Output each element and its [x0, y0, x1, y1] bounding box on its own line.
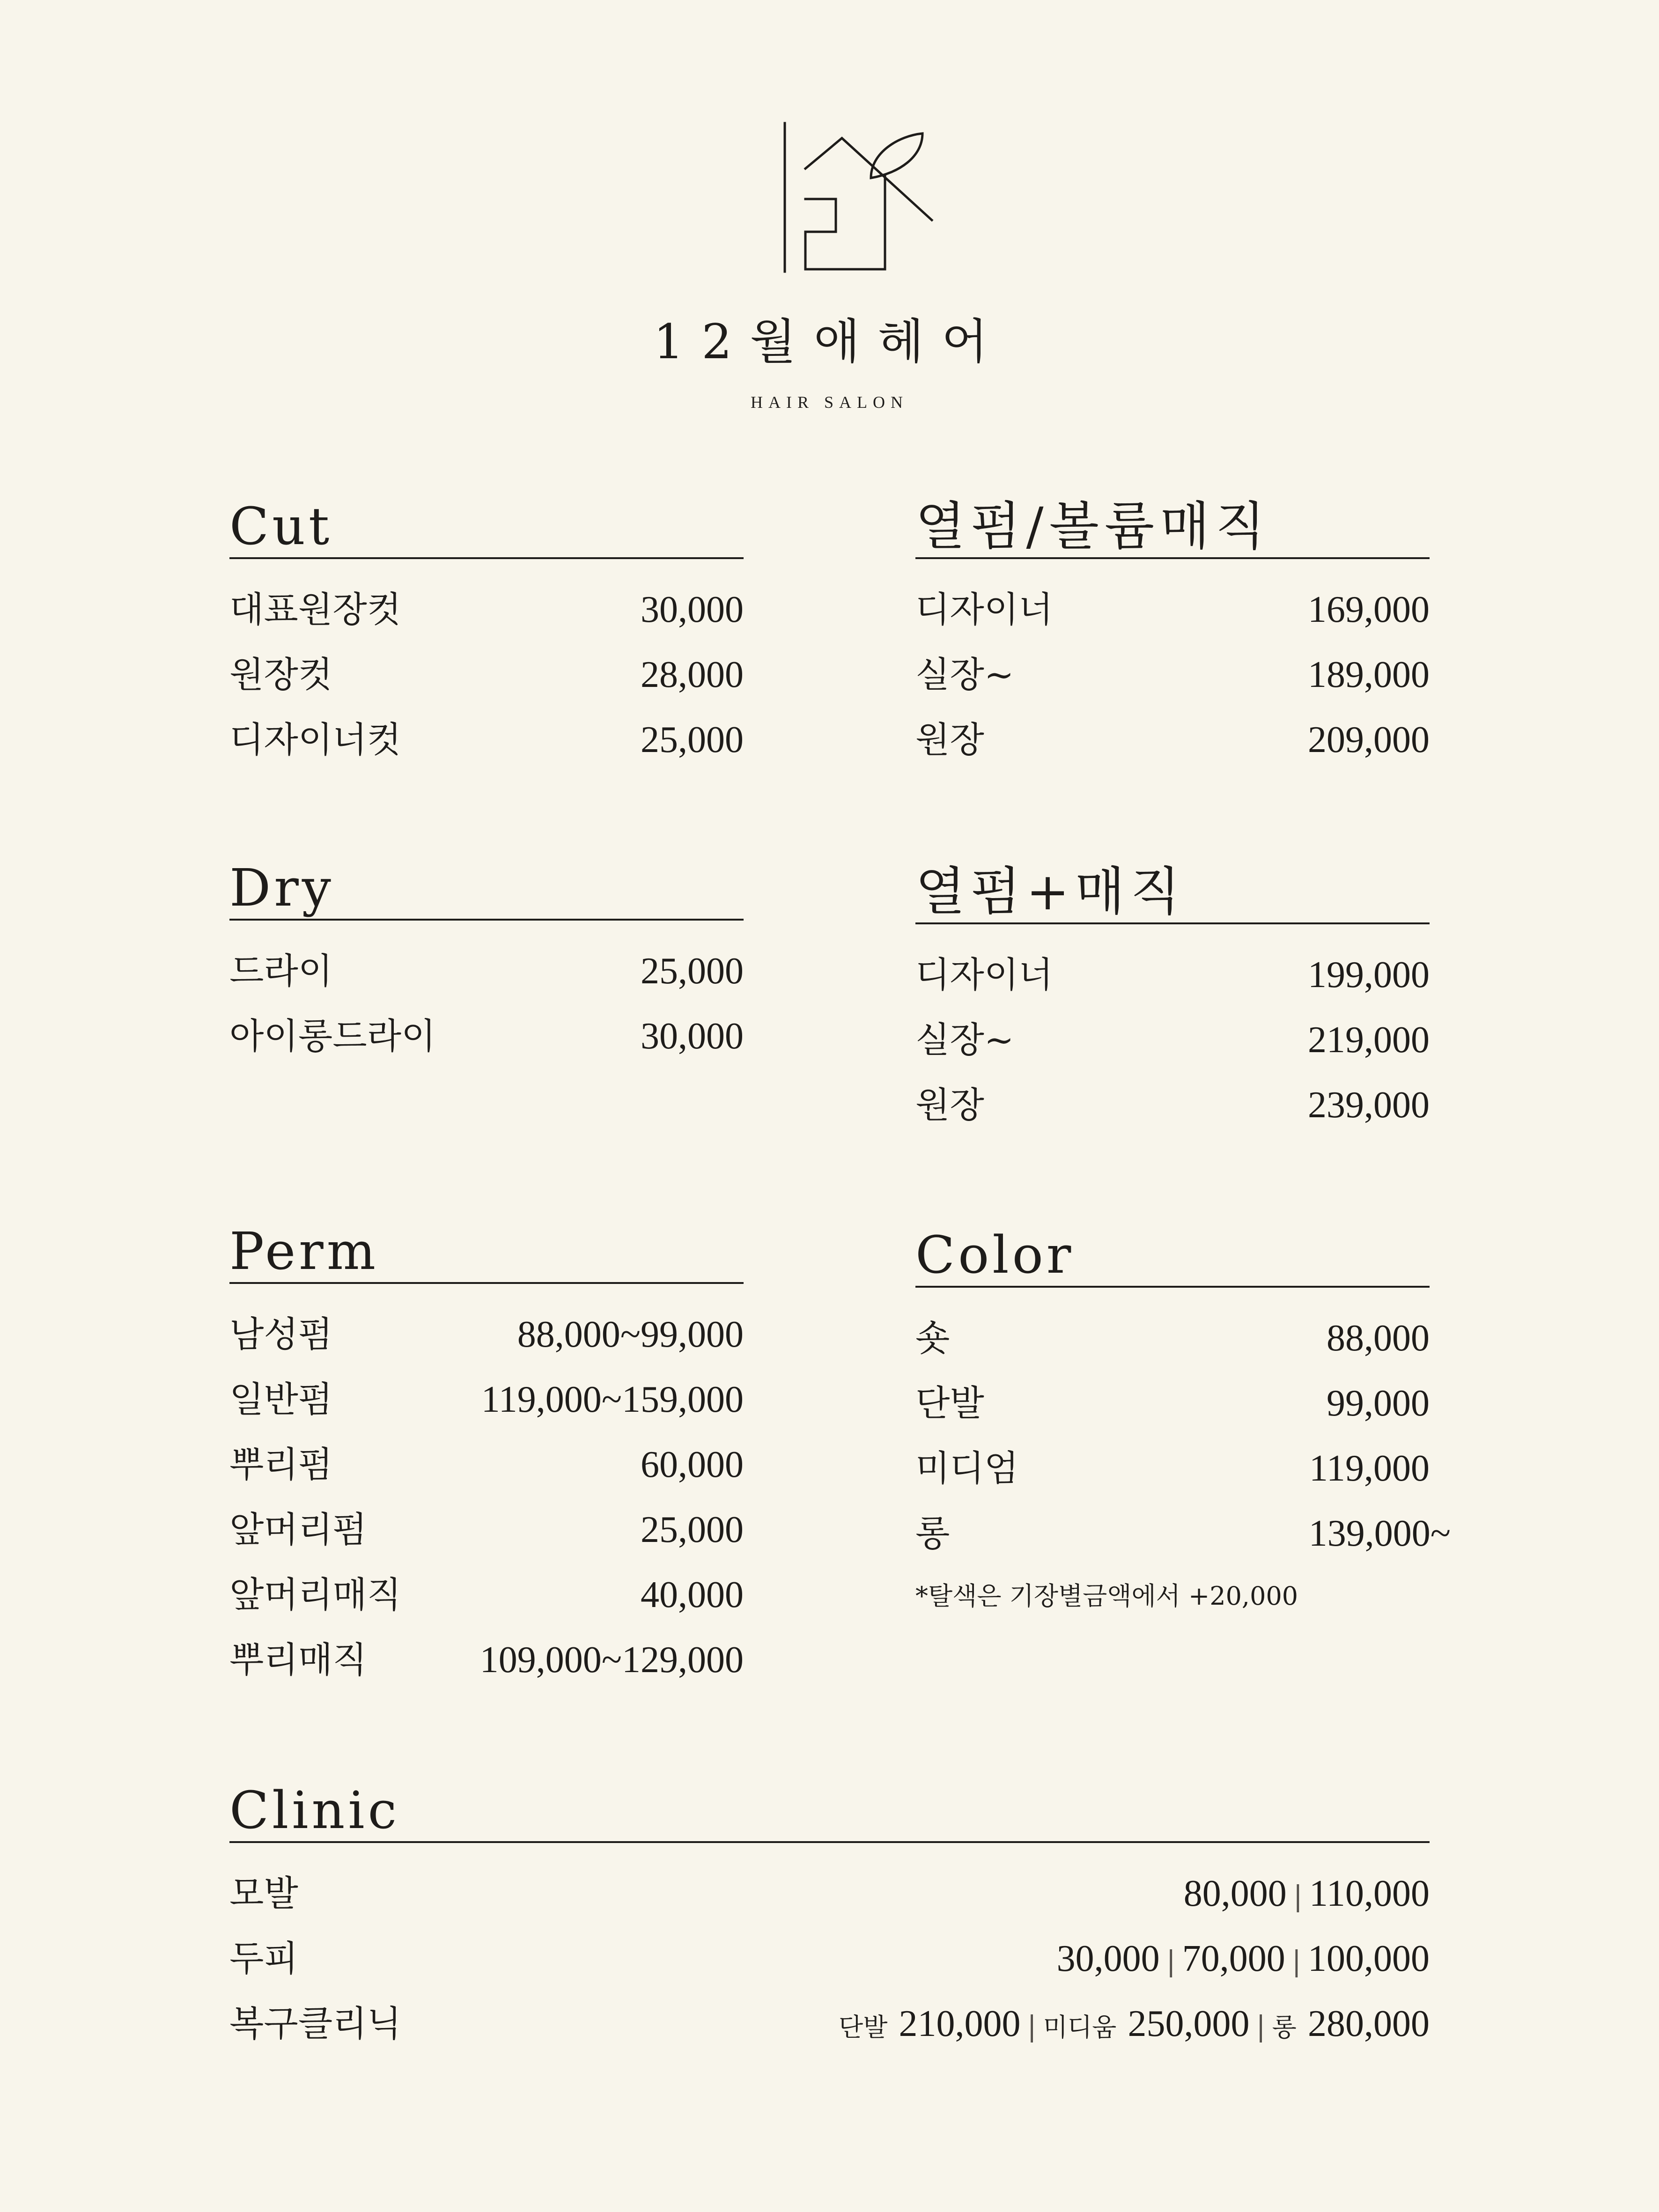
perm-section: [229, 1220, 744, 1692]
length-label: 미디움: [1043, 2013, 1117, 2042]
service-name: 남성펌: [229, 1313, 333, 1355]
list-item: [229, 1861, 1430, 1926]
service-price: [1057, 1926, 1430, 1994]
salon-name: 12월애헤어: [653, 314, 1006, 370]
price-value: 30,000: [1056, 1938, 1160, 1979]
service-price: 239,000: [1308, 1084, 1430, 1126]
length-label: 롱: [1272, 2013, 1297, 2042]
section-title: 열펌+매직: [915, 861, 1430, 924]
volume-magic-section: [915, 495, 1430, 772]
service-name: 단발: [915, 1382, 984, 1424]
service-price: 119,000: [1309, 1448, 1430, 1489]
service-price: 88,000~99,000: [517, 1314, 744, 1355]
list-item: [915, 707, 1430, 772]
service-name: 뿌리매직: [229, 1639, 367, 1681]
service-name: 실장~: [915, 1019, 1014, 1061]
service-price: 40,000: [641, 1574, 744, 1615]
service-name: 롱: [915, 1512, 950, 1554]
list-item: [229, 577, 744, 642]
section-title: Cut: [229, 495, 744, 559]
bleach-note: *탈색은 기장별금액에서 +20,000: [915, 1581, 1298, 1611]
salon-subtitle: HAIR SALON: [750, 393, 908, 412]
service-price: 25,000: [641, 719, 744, 760]
section-title: Color: [915, 1224, 1430, 1288]
service-name: 원장컷: [229, 654, 333, 695]
service-name: 실장~: [915, 654, 1014, 695]
service-price: 169,000: [1308, 589, 1430, 630]
list-item: [915, 1501, 1451, 1566]
section-title: 열펌/볼륨매직: [915, 495, 1430, 559]
list-item: [915, 577, 1430, 642]
service-price: 25,000: [641, 1509, 744, 1550]
service-price: 28,000: [641, 654, 744, 695]
service-name: 복구클리닉: [229, 2003, 402, 2044]
list-item: [915, 1007, 1430, 1072]
price-value: 100,000: [1308, 1938, 1430, 1979]
service-name: 앞머리매직: [229, 1574, 402, 1615]
price-value: 250,000: [1128, 2003, 1250, 2044]
color-section: [915, 1224, 1451, 1612]
list-item: [915, 1072, 1430, 1137]
list-item: [229, 1497, 744, 1562]
service-name: 아이롱드라이: [229, 1015, 436, 1057]
list-item: [229, 1627, 744, 1692]
price-value: 70,000: [1182, 1938, 1285, 1979]
service-name: 디자이너: [915, 954, 1053, 995]
cut-section: [229, 495, 744, 772]
service-name: 디자이너컷: [229, 719, 402, 760]
service-price: 30,000: [641, 589, 744, 630]
service-price: 60,000: [641, 1444, 744, 1485]
price-separator: |: [1293, 1880, 1303, 1913]
section-title: Perm: [229, 1220, 744, 1284]
price-value: 80,000: [1183, 1873, 1287, 1914]
list-item: [915, 1436, 1430, 1501]
service-price: 189,000: [1308, 654, 1430, 695]
list-item: [229, 938, 744, 1003]
service-name: 원장: [915, 719, 984, 760]
service-name: 모발: [229, 1873, 298, 1914]
service-name: 일반펌: [229, 1379, 333, 1420]
service-price: 30,000: [641, 1016, 744, 1057]
service-price: 219,000: [1308, 1019, 1430, 1061]
service-name: 뿌리펌: [229, 1444, 333, 1485]
list-item: [915, 1371, 1430, 1436]
price-separator: |: [1027, 2010, 1037, 2043]
service-name: 디자이너: [915, 589, 1053, 630]
service-name: 앞머리펌: [229, 1509, 367, 1550]
service-price: [1184, 1861, 1430, 1929]
list-item: [229, 1562, 744, 1627]
service-price: 119,000~159,000: [481, 1379, 744, 1420]
price-separator: |: [1256, 2010, 1266, 2043]
list-item: [229, 1926, 1430, 1991]
price-value: 210,000: [899, 2003, 1021, 2044]
service-name: 미디엄: [915, 1447, 1019, 1489]
service-name: 두피: [229, 1938, 298, 1979]
service-price: 25,000: [641, 951, 744, 992]
list-item: [229, 642, 744, 707]
salon-logo-icon: [777, 119, 936, 274]
service-name: 숏: [915, 1317, 950, 1359]
list-item: [229, 1991, 1430, 2056]
service-price: 99,000: [1327, 1383, 1430, 1424]
list-item: [229, 1302, 744, 1367]
service-price: 139,000~: [1308, 1513, 1451, 1554]
price-value: 280,000: [1308, 2003, 1430, 2044]
price-value: 110,000: [1309, 1873, 1430, 1914]
service-price: [839, 1991, 1430, 2060]
list-item: [229, 1432, 744, 1497]
section-title: Clinic: [229, 1779, 1430, 1843]
service-price: 109,000~129,000: [479, 1639, 744, 1681]
list-item: [229, 707, 744, 772]
price-separator: |: [1166, 1945, 1176, 1978]
service-name: 원장: [915, 1084, 984, 1126]
service-name: 대표원장컷: [229, 589, 402, 630]
list-item: [229, 1367, 744, 1432]
clinic-section: [229, 1779, 1430, 2056]
service-price: 88,000: [1327, 1318, 1430, 1359]
list-item: [915, 642, 1430, 707]
list-item: [229, 1003, 744, 1069]
service-price: 209,000: [1308, 719, 1430, 760]
section-title: Dry: [229, 857, 744, 921]
service-price: 199,000: [1308, 954, 1430, 995]
length-label: 단발: [839, 2013, 888, 2042]
dry-section: [229, 857, 744, 1069]
heat-perm-magic-section: [915, 861, 1430, 1137]
price-separator: |: [1291, 1945, 1301, 1978]
service-name: 드라이: [229, 950, 333, 992]
list-item: [915, 1305, 1430, 1371]
list-item: [915, 942, 1430, 1007]
